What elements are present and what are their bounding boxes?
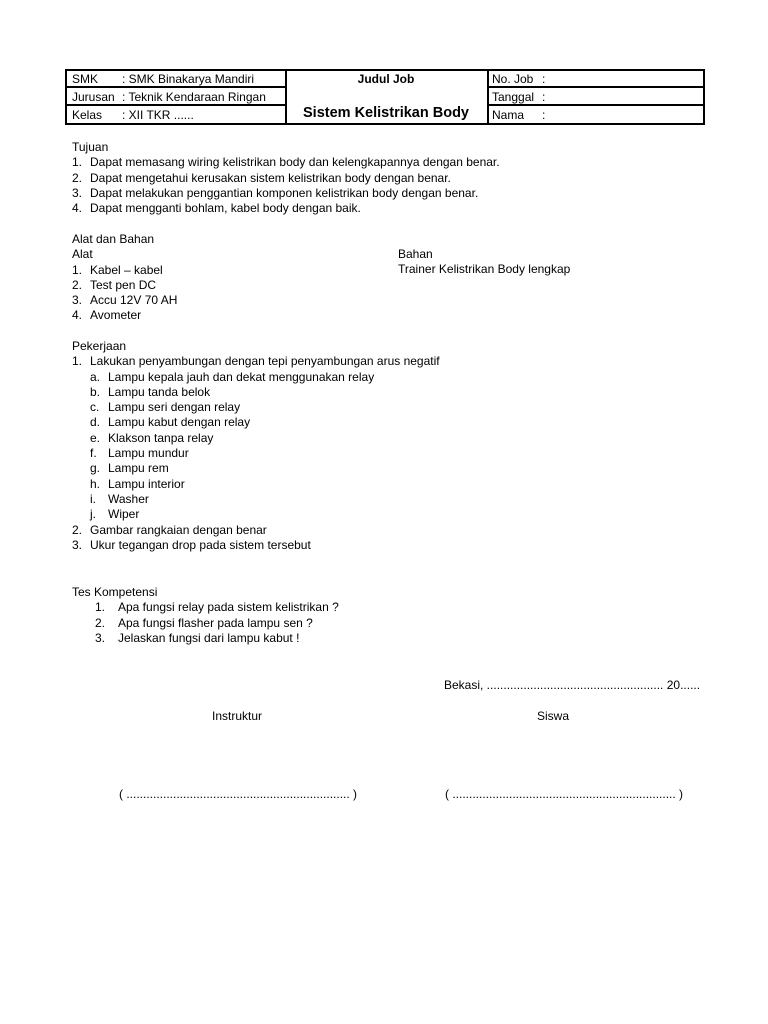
pekerjaan-section [72, 339, 440, 553]
jurusan-label: Jurusan [72, 90, 115, 104]
nojob-value: : [542, 72, 546, 86]
nojob-row [487, 71, 703, 88]
tes-heading: Tes Kompetensi [72, 585, 158, 599]
nama-value: : [542, 108, 546, 122]
tujuan-section [72, 140, 500, 216]
instruktur-signature-line: ( ................................................................... ) [119, 787, 358, 801]
alat-heading: Alat [72, 247, 93, 262]
list-item: 3. Dapat melakukan penggantian komponen kelistrikan body dengan benar. [72, 185, 479, 200]
tanggal-label: Tanggal [492, 90, 535, 104]
list-item: 2. Gambar rangkaian dengan benar [72, 522, 267, 537]
tes-kompetensi-section [72, 585, 339, 646]
job-title-column [285, 71, 489, 123]
list-item: d. Lampu kabut dengan relay [90, 415, 251, 430]
alat-bahan-section [72, 232, 177, 324]
instruktur-label: Instruktur [212, 709, 263, 723]
list-item: j. Wiper [90, 507, 140, 522]
bahan-heading: Bahan [398, 247, 433, 261]
kelas-row [67, 107, 285, 124]
list-item: 1. Lakukan penyambungan dengan tepi penyambungan arus negatif [72, 354, 440, 369]
siswa-label: Siswa [537, 709, 570, 723]
list-item: 1. Apa fungsi relay pada sistem kelistrikan ? [95, 600, 339, 615]
tujuan-heading: Tujuan [72, 140, 109, 154]
school-info-column [67, 71, 287, 123]
nama-label: Nama [492, 108, 525, 122]
list-item: 4. Dapat mengganti bohlam, kabel body dengan baik. [72, 201, 361, 216]
list-item: h. Lampu interior [90, 476, 185, 491]
smk-row [67, 71, 285, 88]
jurusan-row [67, 89, 285, 106]
list-item: e. Klakson tanpa relay [90, 430, 214, 445]
list-item: 3. Jelaskan fungsi dari lampu kabut ! [95, 630, 300, 645]
job-header-table [65, 69, 705, 125]
list-item: 3. Ukur tegangan drop pada sistem tersebut [72, 537, 311, 552]
place-date-line: Bekasi, ..................................................... 20...... [444, 678, 701, 692]
list-item: 1. Dapat memasang wiring kelistrikan body dan kelengkapannya dengan benar. [72, 155, 500, 170]
jurusan-value: : Teknik Kendaraan Ringan [122, 90, 266, 104]
list-item: g. Lampu rem [90, 461, 169, 476]
kelas-label: Kelas [72, 108, 103, 122]
tanggal-row [487, 89, 703, 106]
smk-value: : SMK Binakarya Mandiri [122, 72, 255, 86]
nama-row [487, 107, 703, 124]
judul-job-label: Judul Job [357, 72, 415, 86]
job-meta-column [487, 71, 703, 123]
siswa-signature-line: ( ................................................................... ) [445, 787, 684, 801]
list-item: 3. Accu 12V 70 AH [72, 293, 178, 308]
alat-bahan-heading: Alat dan Bahan [72, 232, 155, 246]
tanggal-value: : [542, 90, 546, 104]
nojob-label: No. Job [492, 72, 534, 86]
pekerjaan-sublist [72, 370, 440, 523]
list-item: 1. Kabel – kabel [72, 262, 163, 277]
list-item: a. Lampu kepala jauh dan dekat menggunakan relay [90, 369, 375, 384]
list-item: f. Lampu mundur [90, 446, 189, 461]
list-item: 2. Dapat mengetahui kerusakan sistem kelistrikan body dengan benar. [72, 170, 451, 185]
list-item: 2. Apa fungsi flasher pada lampu sen ? [95, 615, 313, 630]
list-item: 4. Avometer [72, 308, 142, 323]
pekerjaan-heading: Pekerjaan [72, 339, 127, 353]
job-title: Sistem Kelistrikan Body [303, 105, 469, 121]
smk-label: SMK [72, 72, 99, 86]
kelas-value: : XII TKR ...... [122, 108, 194, 122]
bahan-item: Trainer Kelistrikan Body lengkap [398, 262, 571, 277]
list-item: c. Lampu seri dengan relay [90, 400, 241, 415]
list-item: b. Lampu tanda belok [90, 384, 211, 399]
list-item: 2. Test pen DC [72, 277, 157, 292]
list-item: i. Washer [90, 491, 149, 506]
